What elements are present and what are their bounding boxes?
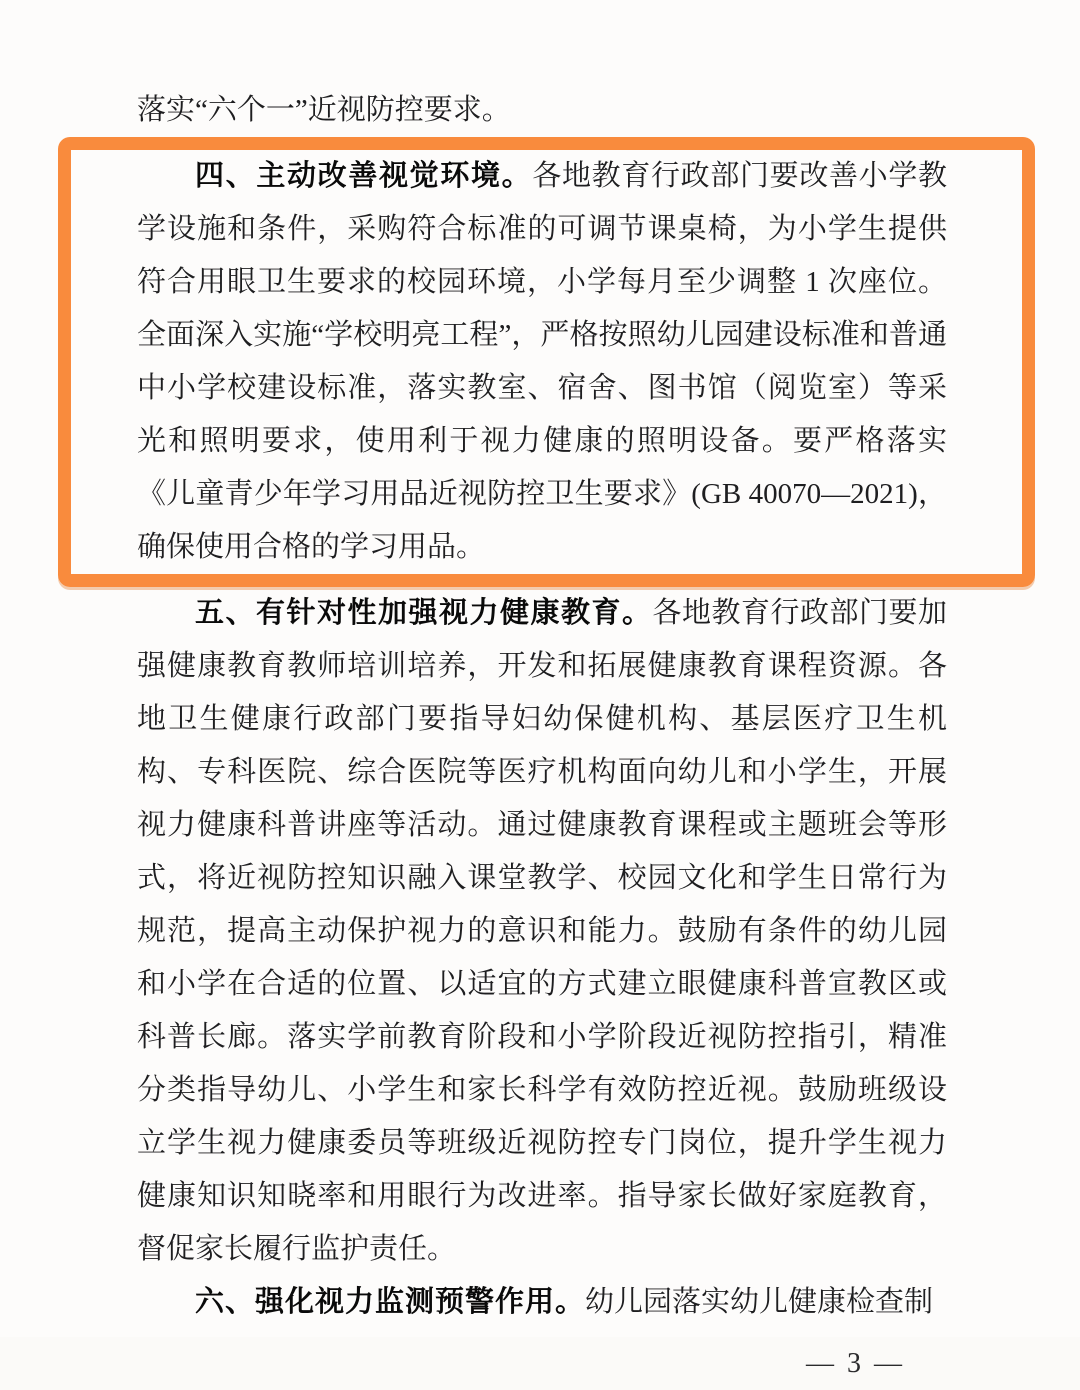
section-6-heading: 六、强化视力监测预警作用。 — [195, 1286, 586, 1318]
paragraph-continuation: 落实“六个一”近视防控要求。 — [137, 94, 511, 126]
page-number: — 3 — — [806, 1348, 905, 1379]
section-6-body: 幼儿园落实幼儿健康检查制 — [585, 1286, 934, 1318]
highlight-annotation-box — [58, 137, 1035, 587]
section-5-body: 各地教育行政部门要加强健康教育教师培训培养，开发和拓展健康教育课程资源。各地卫生健康行政部门要指导妇幼保健机构、基层医疗卫生机构、专科医院、综合医院等医疗机构面向幼儿和小学生，开展视力健康科普讲座等活动。通过健康教育课程或主题班会等形式，将近视防控知识融入课堂教学、校园文化和学生日常行为规范，提高主动保护视力的意识和能力。鼓励有条件的幼儿园和小学在合适的位置、以适宜的方式建立眼健康科普宣教区或科普长廊。落实学前教育阶段和小学阶段近视防控指引，精准分类指导幼儿、小学生和家长科学有效防控近视。鼓励班级设立学生视力健康委员等班级近视防控专门岗位，提升学生视力健康知识知晓率和用眼行为改进率。指导家长做好家庭教育，督促家长履行监护责任。 — [137, 597, 947, 1265]
paragraph-section-5 — [137, 587, 947, 1276]
section-4-heading: 四、主动改善视觉环境。 — [195, 160, 533, 192]
paragraph-section-4 — [137, 150, 947, 574]
section-4-body: 各地教育行政部门要改善小学教学设施和条件，采购符合标准的可调节课桌椅，为小学生提供符合用眼卫生要求的校园环境，小学每月至少调整 1 次座位。全面深入实施“学校明亮工程”，严格按照幼儿园建设标准和普通中小学校建设标准，落实教室、宿舍、图书馆（阅览室）等采光和照明要求，使用利于视力健康的照明设备。要严格落实《儿童青少年学习用品近视防控卫生要求》(GB 40070—2021)，确保使用合格的学习用品。 — [137, 160, 947, 563]
section-5-heading: 五、有针对性加强视力健康教育。 — [195, 597, 653, 629]
paragraph-section-6 — [137, 1276, 947, 1329]
